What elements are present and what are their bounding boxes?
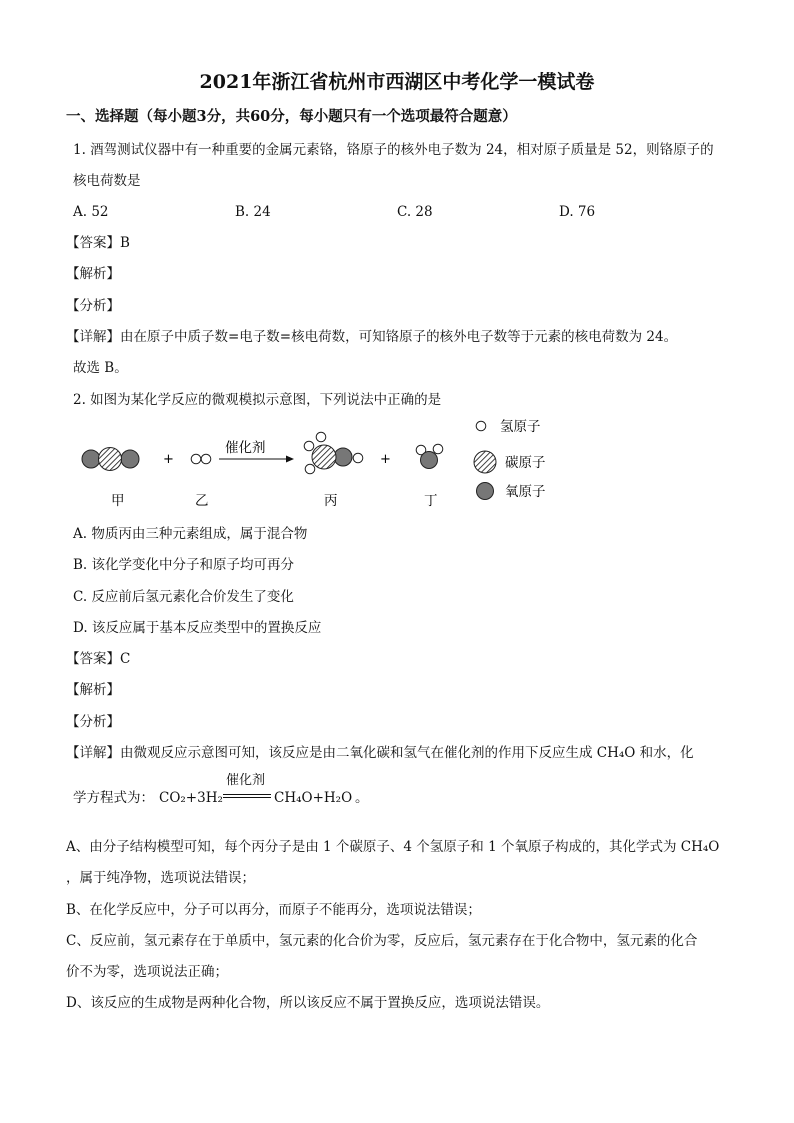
q1-option-c: C. 28 — [397, 204, 433, 220]
q1-option-b: B. 24 — [235, 204, 271, 220]
analysis-d: D、该反应的生成物是两种化合物，所以该反应不属于置换反应，选项说法错误。 — [66, 995, 550, 1011]
q1-jiexi: 【解析】 — [66, 266, 120, 282]
equation-prefix: 学方程式为： — [73, 790, 154, 806]
q1-detail: 【详解】由在原子中质子数=电子数=核电荷数，可知铬原子的核外电子数等于元素的核电荷数为 24。 — [66, 329, 678, 345]
equation-reactants: CO₂+3H₂ — [159, 790, 223, 806]
q1-fenxi: 【分析】 — [66, 298, 120, 314]
molecule-jia-co2 — [82, 448, 139, 471]
equation-end: 。 — [355, 790, 369, 806]
q1-stem-line1: 1. 酒驾测试仪器中有一种重要的金属元素铬，铬原子的核外电子数为 24，相对原子质量是 52，则铬原子的 — [73, 142, 714, 158]
q2-detail: 【详解】由微观反应示意图可知，该反应是由二氧化碳和氢气在催化剂的作用下反应生成 CH₄O 和水，化 — [66, 745, 694, 761]
legend-oxygen-icon — [477, 483, 494, 500]
analysis-a-line2: ，属于纯净物，选项说法错误； — [66, 870, 255, 886]
q1-choose: 故选 B。 — [73, 360, 128, 376]
q2-fenxi: 【分析】 — [66, 714, 120, 730]
section-heading: 一、选择题（每小题3分，共60分，每小题只有一个选项最符合题意） — [66, 108, 517, 125]
label-bing: 丙 — [324, 493, 338, 509]
q2-option-c: C. 反应前后氢元素化合价发生了变化 — [73, 589, 294, 605]
plus-sign-2: + — [380, 452, 391, 467]
q2-option-a: A. 物质丙由三种元素组成，属于混合物 — [73, 526, 308, 542]
analysis-a-line1: A、由分子结构模型可知，每个丙分子是由 1 个碳原子、4 个氢原子和 1 个氧原子构成的，其化学式为 CH₄O — [66, 839, 720, 855]
molecule-ding-h2o — [416, 444, 443, 468]
q2-answer: 【答案】C — [66, 651, 131, 667]
q1-option-d: D. 76 — [559, 204, 596, 220]
label-ding: 丁 — [424, 493, 438, 509]
plus-sign-1: + — [163, 452, 174, 467]
catalyst-label: 催化剂 — [225, 440, 266, 456]
q1-option-a: A. 52 — [73, 204, 109, 220]
equation-bar-top — [223, 794, 271, 795]
page-title: 2021年浙江省杭州市西湖区中考化学一模试卷 — [199, 71, 595, 93]
reaction-arrow — [219, 456, 294, 463]
q1-stem-line2: 核电荷数是 — [73, 173, 141, 189]
legend-carbon-label: 碳原子 — [505, 455, 546, 471]
label-jia: 甲 — [111, 493, 125, 509]
legend-oxygen-label: 氧原子 — [505, 484, 546, 500]
q2-jiexi: 【解析】 — [66, 682, 120, 698]
q2-option-d: D. 该反应属于基本反应类型中的置换反应 — [73, 620, 322, 636]
molecule-yi-h2 — [191, 454, 211, 464]
q2-stem: 2. 如图为某化学反应的微观模拟示意图，下列说法中正确的是 — [73, 392, 442, 408]
legend-hydrogen-label: 氢原子 — [500, 419, 541, 435]
label-yi: 乙 — [195, 493, 209, 509]
legend — [474, 419, 546, 500]
equation-bar-bottom — [223, 797, 271, 798]
analysis-b: B、在化学反应中，分子可以再分，而原子不能再分，选项说法错误； — [66, 902, 481, 918]
equation-products: CH₄O+H₂O — [274, 790, 353, 806]
equation-catalyst: 催化剂 — [226, 773, 266, 788]
q2-option-b: B. 该化学变化中分子和原子均可再分 — [73, 557, 295, 573]
analysis-c-line1: C、反应前，氢元素存在于单质中，氢元素的化合价为零，反应后，氢元素存在于化合物中，氢元素的化合 — [66, 933, 698, 949]
legend-hydrogen-icon — [476, 421, 486, 431]
q1-answer: 【答案】B — [66, 235, 130, 251]
molecule-bing-ch4o — [304, 432, 363, 474]
analysis-c-line2: 价不为零，选项说法正确； — [66, 964, 228, 980]
reaction-diagram — [0, 410, 794, 520]
legend-carbon-icon — [474, 451, 496, 473]
